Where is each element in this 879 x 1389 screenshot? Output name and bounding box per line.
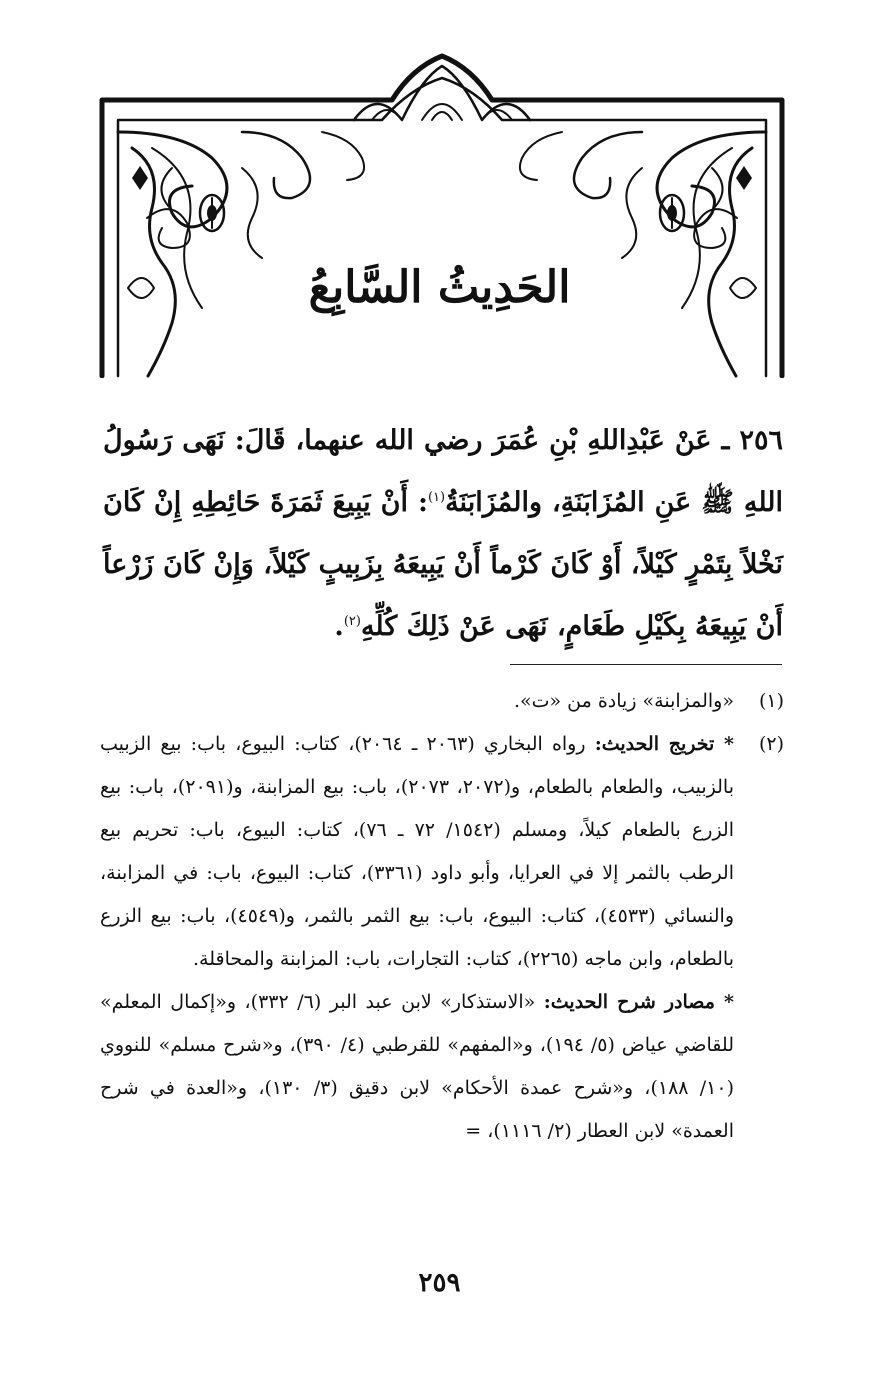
takhrij-text: رواه البخاري (٢٠٦٣ ـ ٢٠٦٤)، كتاب: البيوع، باب: بيع الزبيب بالزبيب، والطعام بالطعام، و(٢٠٧٢، ٢٠٧٣)، باب: بيع المزابنة، و(٢٠٩١)، باب: بيع الزرع بالطعام كيلاً، ومسلم (١٥٤٢/ ٧٢ ـ ٧٦)، كتاب: البيوع، باب: تحريم بيع الرطب بالثمر إلا في العرايا، وأبو داود (٣٣٦١)، كتاب: البيوع، باب: في المزابنة، والنسائي (٤٥٣٣)، كتاب: البيوع، باب: بيع الثمر بالثمر، و(٤٥٤٩)، باب: بيع الزرع بالطعام، وابن ماجه (٢٢٦٥)، كتاب: التجارات، باب: المزابنة والمحاقلة. xyxy=(100,733,735,970)
footnote-ref-2[interactable]: (٢) xyxy=(343,614,361,629)
takhrij-paragraph xyxy=(100,723,734,981)
hadith-text-part-1: ٢٥٦ ـ عَنْ عَبْدِاللهِ بْنِ عُمَرَ رضي الله عنهما، قَالَ: نَهَى رَسُولُ اللهِ ﷺ عَنِ المُزَابَنَةِ، والمُزَابَنَةُ xyxy=(103,425,783,518)
footnote-1 xyxy=(100,680,784,723)
ornamental-header-frame xyxy=(92,48,792,378)
sources-label: * مصادر شرح الحديث: xyxy=(543,991,734,1013)
footnote-1-text: «والمزابنة» زيادة من «ت». xyxy=(513,690,734,712)
footnote-ref-1[interactable]: (١) xyxy=(427,490,446,505)
footnotes xyxy=(100,680,784,1153)
sources-paragraph xyxy=(100,981,734,1153)
hadith-text-end: . xyxy=(334,611,344,642)
takhrij-label: * تخريج الحديث: xyxy=(594,733,734,755)
footnote-2-body xyxy=(100,723,734,1153)
chapter-title: الحَدِيثُ السَّابِعُ xyxy=(308,262,571,313)
footnote-2-number: (٢) xyxy=(758,733,784,755)
page-number: ٢٥٩ xyxy=(418,1268,461,1298)
footnote-2 xyxy=(100,723,784,1153)
hadith-text-part-2: : أَنْ يَبِيعَ ثَمَرَةَ حَائِطِهِ إِنْ كَانَ نَخْلاً بِتَمْرٍ كَيْلاً، أَوْ كَانَ كَرْماً أَنْ يَبِيعَهُ بِزَبِيبٍ كَيْلاً، وَإِنْ كَانَ زَرْعاً أَنْ يَبِيعَهُ بِكَيْلِ طَعَامٍ، نَهَى عَنْ ذَلِكَ كُلِّهِ xyxy=(103,487,783,642)
sources-text: «الاستذكار» لابن عبد البر (٦/ ٣٣٢)، و«إكمال المعلم» للقاضي عياض (٥/ ١٩٤)، و«المفهم» للقرطبي (٤/ ٣٩٠)، و«شرح مسلم» للنووي (١٠/ ١٨٨)، و«شرح عمدة الأحكام» لابن دقيق (٣/ ١٣٠)، و«العدة في شرح العمدة» لابن العطار (٢/ ١١١٦)، = xyxy=(100,991,734,1142)
hadith-text xyxy=(103,410,783,658)
footnote-1-number: (١) xyxy=(758,690,784,712)
footnote-divider xyxy=(510,664,782,665)
